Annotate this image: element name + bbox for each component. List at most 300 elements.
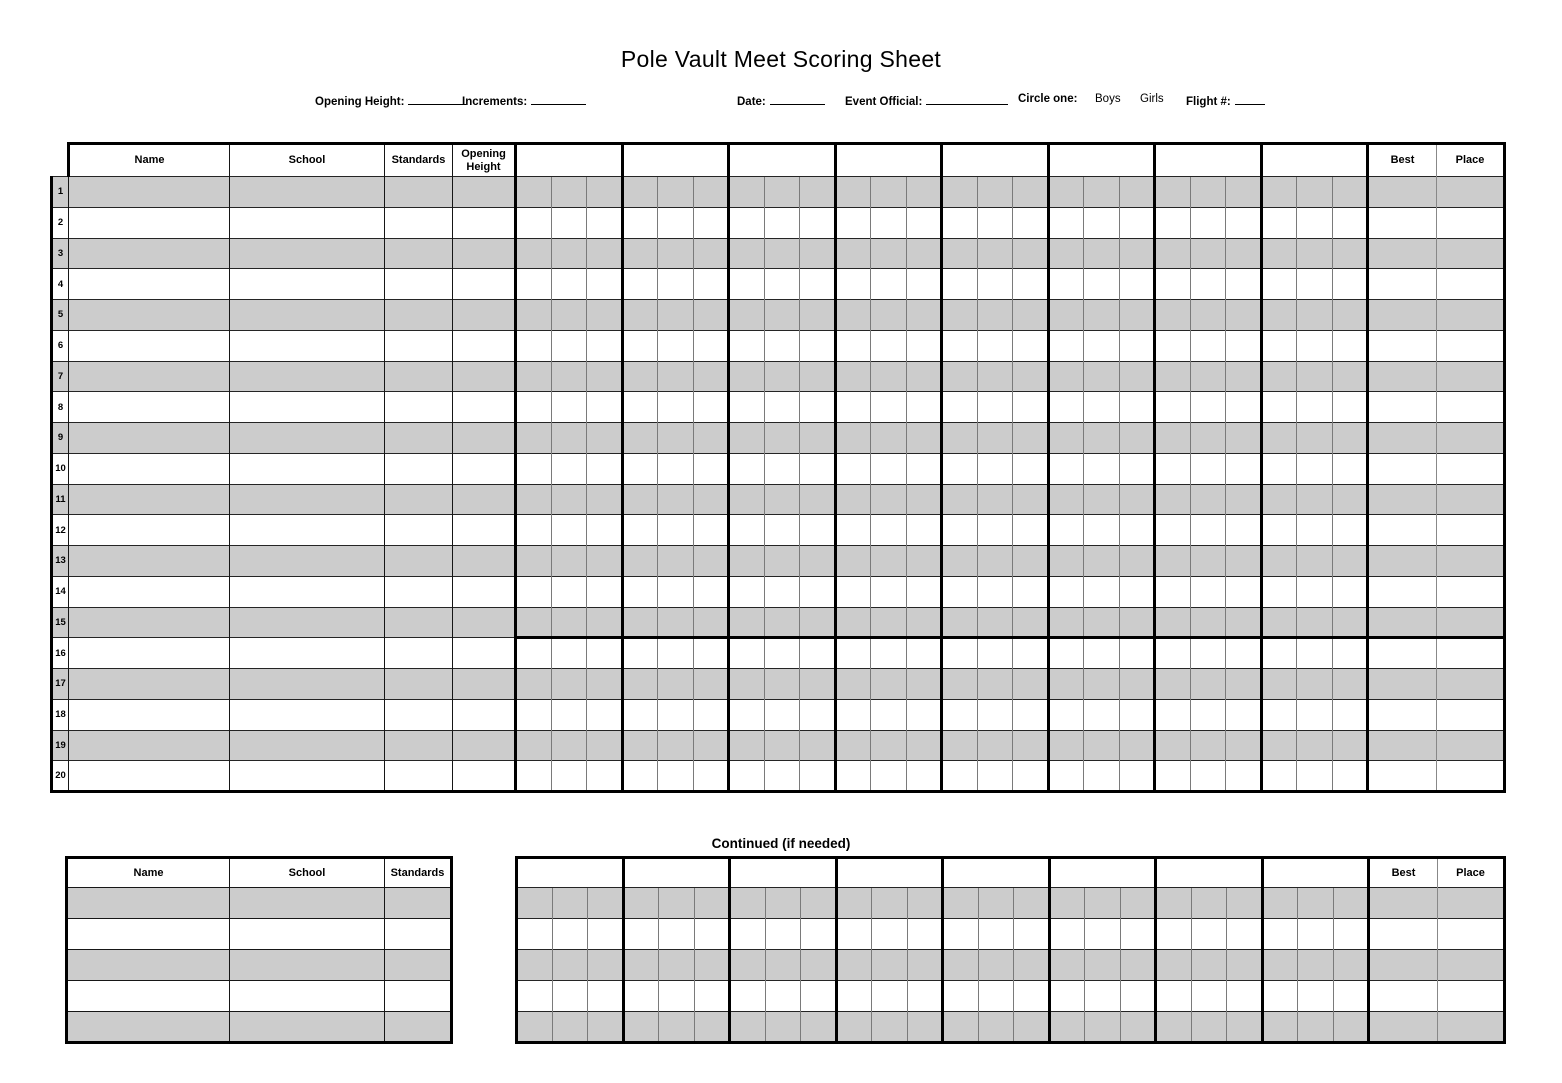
attempt-cell[interactable]: [1261, 699, 1297, 730]
attempt-cell[interactable]: [1190, 300, 1226, 331]
attempt-cell[interactable]: [1014, 981, 1050, 1012]
attempt-cell[interactable]: [1120, 950, 1156, 981]
attempt-cell[interactable]: [836, 981, 872, 1012]
attempt-cell[interactable]: [906, 423, 942, 454]
attempt-cell[interactable]: [1155, 392, 1191, 423]
attempt-cell[interactable]: [623, 1012, 659, 1043]
attempt-cell[interactable]: [516, 392, 552, 423]
attempt-cell[interactable]: [871, 515, 907, 546]
opening-height-cell[interactable]: [453, 607, 516, 638]
attempt-cell[interactable]: [587, 392, 623, 423]
attempt-cell[interactable]: [764, 576, 800, 607]
attempt-cell[interactable]: [1048, 546, 1084, 577]
attempt-cell[interactable]: [729, 576, 765, 607]
attempt-cell[interactable]: [587, 361, 623, 392]
attempt-cell[interactable]: [1013, 730, 1049, 761]
attempt-cell[interactable]: [1048, 761, 1084, 792]
attempt-cell[interactable]: [730, 888, 766, 919]
place-cell[interactable]: [1438, 981, 1505, 1012]
attempt-cell[interactable]: [1190, 730, 1226, 761]
attempt-cell[interactable]: [1048, 330, 1084, 361]
attempt-cell[interactable]: [659, 888, 695, 919]
attempt-cell[interactable]: [1226, 546, 1262, 577]
attempt-cell[interactable]: [800, 484, 836, 515]
attempt-cell[interactable]: [1191, 981, 1227, 1012]
height-group-header-cell[interactable]: [835, 144, 942, 177]
attempt-cell[interactable]: [1084, 330, 1120, 361]
name-cell[interactable]: [67, 1012, 230, 1043]
attempt-cell[interactable]: [551, 238, 587, 269]
attempt-cell[interactable]: [516, 515, 552, 546]
attempt-cell[interactable]: [800, 638, 836, 669]
attempt-cell[interactable]: [1013, 269, 1049, 300]
attempt-cell[interactable]: [1297, 669, 1333, 700]
attempt-cell[interactable]: [765, 888, 801, 919]
attempt-cell[interactable]: [1261, 330, 1297, 361]
attempt-cell[interactable]: [942, 269, 978, 300]
attempt-cell[interactable]: [1013, 423, 1049, 454]
attempt-cell[interactable]: [1084, 361, 1120, 392]
attempt-cell[interactable]: [1049, 981, 1085, 1012]
attempt-cell[interactable]: [1262, 888, 1298, 919]
name-cell[interactable]: [69, 699, 230, 730]
attempt-cell[interactable]: [906, 638, 942, 669]
place-cell[interactable]: [1437, 269, 1505, 300]
attempt-cell[interactable]: [1119, 207, 1155, 238]
attempt-cell[interactable]: [1226, 638, 1262, 669]
attempt-cell[interactable]: [1119, 576, 1155, 607]
school-cell[interactable]: [230, 392, 385, 423]
attempt-cell[interactable]: [729, 761, 765, 792]
attempt-cell[interactable]: [587, 669, 623, 700]
attempt-cell[interactable]: [1155, 300, 1191, 331]
attempt-cell[interactable]: [659, 1012, 695, 1043]
attempt-cell[interactable]: [942, 392, 978, 423]
best-cell[interactable]: [1368, 761, 1437, 792]
attempt-cell[interactable]: [906, 453, 942, 484]
school-cell[interactable]: [230, 638, 385, 669]
standards-cell[interactable]: [385, 361, 453, 392]
attempt-cell[interactable]: [1048, 300, 1084, 331]
attempt-cell[interactable]: [978, 981, 1014, 1012]
attempt-cell[interactable]: [552, 1012, 588, 1043]
attempt-cell[interactable]: [1155, 607, 1191, 638]
attempt-cell[interactable]: [1048, 207, 1084, 238]
best-cell[interactable]: [1368, 177, 1437, 208]
attempt-cell[interactable]: [1333, 981, 1369, 1012]
attempt-cell[interactable]: [1298, 981, 1334, 1012]
attempt-cell[interactable]: [1013, 669, 1049, 700]
attempt-cell[interactable]: [764, 699, 800, 730]
school-cell[interactable]: [230, 453, 385, 484]
attempt-cell[interactable]: [694, 950, 730, 981]
attempt-cell[interactable]: [1190, 761, 1226, 792]
attempt-cell[interactable]: [942, 546, 978, 577]
attempt-cell[interactable]: [693, 638, 729, 669]
school-cell[interactable]: [230, 269, 385, 300]
attempt-cell[interactable]: [872, 950, 908, 981]
attempt-cell[interactable]: [977, 330, 1013, 361]
attempt-cell[interactable]: [1226, 330, 1262, 361]
attempt-cell[interactable]: [1013, 177, 1049, 208]
attempt-cell[interactable]: [1156, 981, 1192, 1012]
attempt-cell[interactable]: [693, 177, 729, 208]
name-cell[interactable]: [69, 207, 230, 238]
attempt-cell[interactable]: [977, 177, 1013, 208]
attempt-cell[interactable]: [1190, 330, 1226, 361]
attempt-cell[interactable]: [977, 638, 1013, 669]
attempt-cell[interactable]: [1049, 888, 1085, 919]
attempt-cell[interactable]: [765, 919, 801, 950]
attempt-cell[interactable]: [1014, 950, 1050, 981]
school-cell[interactable]: [230, 361, 385, 392]
attempt-cell[interactable]: [693, 699, 729, 730]
attempt-cell[interactable]: [658, 576, 694, 607]
attempt-cell[interactable]: [1155, 699, 1191, 730]
attempt-cell[interactable]: [942, 207, 978, 238]
attempt-cell[interactable]: [551, 423, 587, 454]
attempt-cell[interactable]: [659, 950, 695, 981]
attempt-cell[interactable]: [800, 761, 836, 792]
attempt-cell[interactable]: [765, 950, 801, 981]
attempt-cell[interactable]: [1261, 453, 1297, 484]
attempt-cell[interactable]: [835, 300, 871, 331]
attempt-cell[interactable]: [516, 453, 552, 484]
attempt-cell[interactable]: [1048, 515, 1084, 546]
attempt-cell[interactable]: [835, 392, 871, 423]
height-group-header-cell[interactable]: [516, 144, 623, 177]
attempt-cell[interactable]: [1261, 546, 1297, 577]
flight-blank[interactable]: [1235, 93, 1265, 105]
attempt-cell[interactable]: [801, 1012, 837, 1043]
opening-height-cell[interactable]: [453, 546, 516, 577]
place-cell[interactable]: [1437, 300, 1505, 331]
attempt-cell[interactable]: [1085, 919, 1121, 950]
attempt-cell[interactable]: [1261, 207, 1297, 238]
attempt-cell[interactable]: [1226, 392, 1262, 423]
height-group-header-cell[interactable]: [1156, 858, 1263, 888]
attempt-cell[interactable]: [551, 607, 587, 638]
attempt-cell[interactable]: [1332, 699, 1368, 730]
attempt-cell[interactable]: [517, 919, 553, 950]
attempt-cell[interactable]: [835, 207, 871, 238]
attempt-cell[interactable]: [835, 515, 871, 546]
standards-cell[interactable]: [385, 1012, 452, 1043]
attempt-cell[interactable]: [587, 484, 623, 515]
attempt-cell[interactable]: [765, 1012, 801, 1043]
place-cell[interactable]: [1437, 423, 1505, 454]
attempt-cell[interactable]: [942, 730, 978, 761]
attempt-cell[interactable]: [872, 888, 908, 919]
attempt-cell[interactable]: [1261, 515, 1297, 546]
attempt-cell[interactable]: [1190, 546, 1226, 577]
standards-cell[interactable]: [385, 981, 452, 1012]
attempt-cell[interactable]: [1190, 669, 1226, 700]
attempt-cell[interactable]: [551, 699, 587, 730]
height-group-header-cell[interactable]: [622, 144, 729, 177]
attempt-cell[interactable]: [552, 950, 588, 981]
attempt-cell[interactable]: [906, 361, 942, 392]
attempt-cell[interactable]: [835, 730, 871, 761]
attempt-cell[interactable]: [552, 981, 588, 1012]
attempt-cell[interactable]: [835, 423, 871, 454]
attempt-cell[interactable]: [1297, 638, 1333, 669]
attempt-cell[interactable]: [623, 981, 659, 1012]
name-cell[interactable]: [69, 423, 230, 454]
attempt-cell[interactable]: [1226, 453, 1262, 484]
best-cell[interactable]: [1368, 607, 1437, 638]
attempt-cell[interactable]: [658, 699, 694, 730]
event-official-blank[interactable]: [926, 93, 1008, 105]
attempt-cell[interactable]: [1332, 453, 1368, 484]
attempt-cell[interactable]: [1048, 669, 1084, 700]
name-cell[interactable]: [69, 638, 230, 669]
best-cell[interactable]: [1368, 300, 1437, 331]
attempt-cell[interactable]: [800, 207, 836, 238]
attempt-cell[interactable]: [871, 330, 907, 361]
attempt-cell[interactable]: [1332, 484, 1368, 515]
attempt-cell[interactable]: [1226, 515, 1262, 546]
school-cell[interactable]: [230, 330, 385, 361]
school-cell[interactable]: [230, 423, 385, 454]
opening-height-cell[interactable]: [453, 300, 516, 331]
attempt-cell[interactable]: [801, 981, 837, 1012]
school-cell[interactable]: [230, 981, 385, 1012]
name-cell[interactable]: [69, 330, 230, 361]
standards-cell[interactable]: [385, 453, 453, 484]
standards-cell[interactable]: [385, 546, 453, 577]
attempt-cell[interactable]: [801, 888, 837, 919]
attempt-cell[interactable]: [622, 238, 658, 269]
attempt-cell[interactable]: [622, 638, 658, 669]
attempt-cell[interactable]: [800, 177, 836, 208]
attempt-cell[interactable]: [658, 484, 694, 515]
name-cell[interactable]: [69, 300, 230, 331]
attempt-cell[interactable]: [906, 238, 942, 269]
attempt-cell[interactable]: [942, 330, 978, 361]
height-group-header-cell[interactable]: [943, 858, 1050, 888]
place-cell[interactable]: [1437, 392, 1505, 423]
attempt-cell[interactable]: [1048, 484, 1084, 515]
standards-cell[interactable]: [385, 269, 453, 300]
attempt-cell[interactable]: [1333, 950, 1369, 981]
attempt-cell[interactable]: [658, 330, 694, 361]
attempt-cell[interactable]: [517, 981, 553, 1012]
best-cell[interactable]: [1368, 207, 1437, 238]
best-cell[interactable]: [1368, 423, 1437, 454]
attempt-cell[interactable]: [1119, 515, 1155, 546]
attempt-cell[interactable]: [1084, 423, 1120, 454]
attempt-cell[interactable]: [1119, 330, 1155, 361]
attempt-cell[interactable]: [1332, 177, 1368, 208]
attempt-cell[interactable]: [942, 699, 978, 730]
attempt-cell[interactable]: [764, 546, 800, 577]
attempt-cell[interactable]: [942, 300, 978, 331]
best-cell[interactable]: [1368, 730, 1437, 761]
place-cell[interactable]: [1437, 669, 1505, 700]
attempt-cell[interactable]: [658, 515, 694, 546]
attempt-cell[interactable]: [764, 669, 800, 700]
attempt-cell[interactable]: [1297, 423, 1333, 454]
attempt-cell[interactable]: [623, 919, 659, 950]
attempt-cell[interactable]: [517, 950, 553, 981]
attempt-cell[interactable]: [1084, 392, 1120, 423]
standards-cell[interactable]: [385, 950, 452, 981]
attempt-cell[interactable]: [1333, 919, 1369, 950]
attempt-cell[interactable]: [551, 484, 587, 515]
attempt-cell[interactable]: [516, 269, 552, 300]
place-cell[interactable]: [1438, 888, 1505, 919]
attempt-cell[interactable]: [623, 950, 659, 981]
attempt-cell[interactable]: [729, 669, 765, 700]
attempt-cell[interactable]: [977, 423, 1013, 454]
attempt-cell[interactable]: [693, 453, 729, 484]
attempt-cell[interactable]: [1155, 669, 1191, 700]
attempt-cell[interactable]: [800, 546, 836, 577]
name-cell[interactable]: [69, 238, 230, 269]
attempt-cell[interactable]: [871, 669, 907, 700]
attempt-cell[interactable]: [835, 669, 871, 700]
standards-cell[interactable]: [385, 730, 453, 761]
attempt-cell[interactable]: [516, 546, 552, 577]
attempt-cell[interactable]: [1120, 888, 1156, 919]
attempt-cell[interactable]: [977, 515, 1013, 546]
attempt-cell[interactable]: [1084, 269, 1120, 300]
attempt-cell[interactable]: [729, 453, 765, 484]
attempt-cell[interactable]: [943, 919, 979, 950]
attempt-cell[interactable]: [729, 699, 765, 730]
attempt-cell[interactable]: [906, 730, 942, 761]
attempt-cell[interactable]: [942, 761, 978, 792]
attempt-cell[interactable]: [1190, 453, 1226, 484]
attempt-cell[interactable]: [551, 269, 587, 300]
attempt-cell[interactable]: [871, 546, 907, 577]
attempt-cell[interactable]: [1332, 392, 1368, 423]
attempt-cell[interactable]: [622, 699, 658, 730]
height-group-header-cell[interactable]: [729, 144, 836, 177]
attempt-cell[interactable]: [729, 361, 765, 392]
attempt-cell[interactable]: [658, 361, 694, 392]
attempt-cell[interactable]: [1297, 576, 1333, 607]
attempt-cell[interactable]: [1119, 730, 1155, 761]
attempt-cell[interactable]: [587, 730, 623, 761]
attempt-cell[interactable]: [1191, 950, 1227, 981]
opening-height-cell[interactable]: [453, 730, 516, 761]
attempt-cell[interactable]: [907, 981, 943, 1012]
attempt-cell[interactable]: [1226, 730, 1262, 761]
attempt-cell[interactable]: [1119, 361, 1155, 392]
attempt-cell[interactable]: [729, 730, 765, 761]
attempt-cell[interactable]: [1332, 761, 1368, 792]
attempt-cell[interactable]: [1013, 361, 1049, 392]
place-cell[interactable]: [1437, 238, 1505, 269]
school-cell[interactable]: [230, 238, 385, 269]
attempt-cell[interactable]: [1332, 423, 1368, 454]
attempt-cell[interactable]: [800, 515, 836, 546]
attempt-cell[interactable]: [1261, 761, 1297, 792]
name-cell[interactable]: [67, 950, 230, 981]
attempt-cell[interactable]: [1048, 699, 1084, 730]
attempt-cell[interactable]: [942, 515, 978, 546]
attempt-cell[interactable]: [622, 207, 658, 238]
attempt-cell[interactable]: [1226, 576, 1262, 607]
attempt-cell[interactable]: [906, 699, 942, 730]
attempt-cell[interactable]: [1261, 484, 1297, 515]
attempt-cell[interactable]: [1297, 546, 1333, 577]
attempt-cell[interactable]: [1261, 392, 1297, 423]
attempt-cell[interactable]: [1085, 950, 1121, 981]
attempt-cell[interactable]: [551, 453, 587, 484]
place-cell[interactable]: [1437, 330, 1505, 361]
attempt-cell[interactable]: [1297, 238, 1333, 269]
attempt-cell[interactable]: [906, 515, 942, 546]
attempt-cell[interactable]: [1190, 515, 1226, 546]
opening-height-blank[interactable]: [408, 93, 466, 105]
height-group-header-cell[interactable]: [942, 144, 1049, 177]
attempt-cell[interactable]: [1048, 177, 1084, 208]
attempt-cell[interactable]: [942, 423, 978, 454]
attempt-cell[interactable]: [693, 207, 729, 238]
attempt-cell[interactable]: [516, 361, 552, 392]
attempt-cell[interactable]: [1333, 1012, 1369, 1043]
attempt-cell[interactable]: [764, 238, 800, 269]
place-cell[interactable]: [1437, 515, 1505, 546]
attempt-cell[interactable]: [693, 761, 729, 792]
attempt-cell[interactable]: [977, 361, 1013, 392]
attempt-cell[interactable]: [693, 392, 729, 423]
standards-cell[interactable]: [385, 484, 453, 515]
attempt-cell[interactable]: [622, 484, 658, 515]
opening-height-cell[interactable]: [453, 484, 516, 515]
attempt-cell[interactable]: [516, 207, 552, 238]
attempt-cell[interactable]: [1049, 919, 1085, 950]
attempt-cell[interactable]: [1332, 330, 1368, 361]
attempt-cell[interactable]: [1119, 453, 1155, 484]
attempt-cell[interactable]: [977, 207, 1013, 238]
attempt-cell[interactable]: [1190, 576, 1226, 607]
attempt-cell[interactable]: [764, 730, 800, 761]
attempt-cell[interactable]: [1155, 730, 1191, 761]
attempt-cell[interactable]: [1297, 761, 1333, 792]
attempt-cell[interactable]: [588, 919, 624, 950]
standards-cell[interactable]: [385, 699, 453, 730]
attempt-cell[interactable]: [729, 423, 765, 454]
attempt-cell[interactable]: [587, 515, 623, 546]
attempt-cell[interactable]: [871, 361, 907, 392]
attempt-cell[interactable]: [1119, 484, 1155, 515]
attempt-cell[interactable]: [694, 888, 730, 919]
attempt-cell[interactable]: [729, 330, 765, 361]
attempt-cell[interactable]: [658, 269, 694, 300]
opening-height-cell[interactable]: [453, 269, 516, 300]
attempt-cell[interactable]: [1013, 546, 1049, 577]
attempt-cell[interactable]: [1084, 453, 1120, 484]
best-cell[interactable]: [1369, 919, 1438, 950]
attempt-cell[interactable]: [1085, 1012, 1121, 1043]
place-cell[interactable]: [1437, 607, 1505, 638]
attempt-cell[interactable]: [1262, 1012, 1298, 1043]
attempt-cell[interactable]: [1190, 392, 1226, 423]
school-cell[interactable]: [230, 761, 385, 792]
place-cell[interactable]: [1438, 950, 1505, 981]
height-group-header-cell[interactable]: [730, 858, 837, 888]
attempt-cell[interactable]: [693, 330, 729, 361]
attempt-cell[interactable]: [871, 423, 907, 454]
attempt-cell[interactable]: [517, 888, 553, 919]
attempt-cell[interactable]: [551, 330, 587, 361]
attempt-cell[interactable]: [1119, 607, 1155, 638]
attempt-cell[interactable]: [801, 950, 837, 981]
